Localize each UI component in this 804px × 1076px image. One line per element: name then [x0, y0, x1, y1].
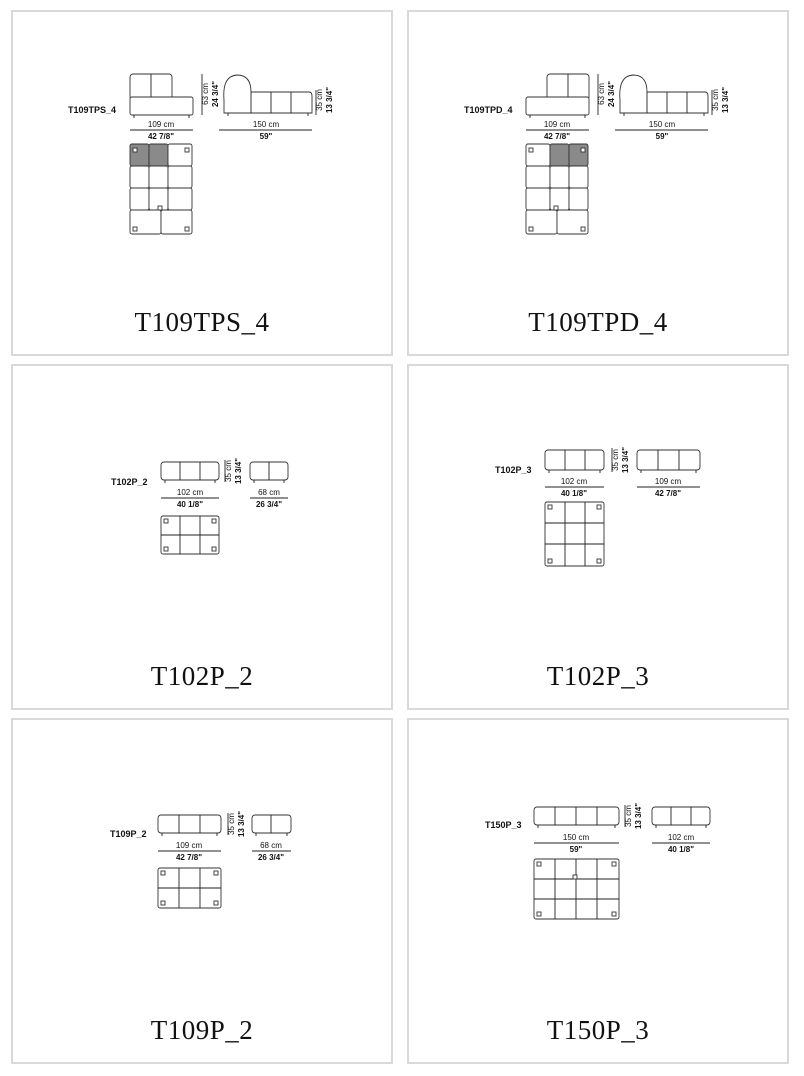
seat-height-cm: 35 cm [227, 813, 236, 835]
side-view [620, 75, 708, 116]
product-code: T150P_3 [485, 820, 522, 830]
front-dim-cm: 109 cm [147, 120, 175, 129]
back-height-in: 24 3/4" [607, 80, 616, 108]
side-view [637, 450, 700, 473]
technical-drawing [409, 720, 787, 1062]
product-caption: T109TPS_4 [134, 307, 270, 337]
front-dim-cm: 150 cm [562, 833, 590, 842]
back-height-cm: 63 cm [597, 83, 606, 105]
front-view [534, 807, 619, 828]
product-card[interactable] [11, 364, 393, 710]
plan-view [161, 516, 219, 554]
seat-height-cm: 35 cm [611, 449, 620, 471]
side-dim-cm: 102 cm [667, 833, 695, 842]
front-dim-in: 42 7/8" [175, 853, 203, 862]
side-dim-in: 42 7/8" [654, 489, 682, 498]
product-code: T109TPD_4 [464, 105, 513, 115]
seat-height-in: 13 3/4" [237, 810, 246, 838]
front-view [130, 74, 193, 118]
plan-view [158, 868, 221, 908]
side-dim-cm: 150 cm [252, 120, 280, 129]
seat-height-in: 13 3/4" [721, 86, 730, 114]
product-card[interactable] [11, 718, 393, 1064]
front-dim-cm: 109 cm [543, 120, 571, 129]
product-card[interactable] [11, 10, 393, 356]
side-dim-in: 26 3/4" [255, 500, 283, 509]
front-dim-cm: 109 cm [175, 841, 203, 850]
plan-view [534, 859, 619, 919]
product-card[interactable] [407, 364, 789, 710]
side-dim-cm: 68 cm [260, 841, 282, 850]
side-dim-in: 59" [655, 132, 669, 141]
product-caption: T102P_3 [546, 661, 650, 691]
product-caption: T150P_3 [546, 1015, 650, 1045]
side-dim-cm: 68 cm [258, 488, 280, 497]
seat-height-cm: 35 cm [624, 805, 633, 827]
seat-height-in: 13 3/4" [634, 802, 643, 830]
product-code: T102P_3 [495, 465, 532, 475]
back-height-in: 24 3/4" [211, 80, 220, 108]
product-card[interactable] [407, 10, 789, 356]
product-card[interactable] [407, 718, 789, 1064]
product-code: T109P_2 [110, 829, 147, 839]
technical-drawing [409, 366, 787, 708]
front-dim-cm: 102 cm [176, 488, 204, 497]
side-view [224, 75, 312, 116]
product-caption: T109P_2 [150, 1015, 254, 1045]
front-view [158, 815, 221, 836]
plan-view [526, 144, 588, 234]
seat-height-cm: 35 cm [711, 89, 720, 111]
front-dim-in: 59" [569, 845, 583, 854]
front-view [161, 462, 219, 483]
side-view [652, 807, 710, 828]
front-dim-in: 42 7/8" [147, 132, 175, 141]
product-caption: T109TPD_4 [528, 307, 668, 337]
front-view [545, 450, 604, 473]
side-dim-in: 40 1/8" [667, 845, 695, 854]
plan-view [130, 144, 192, 234]
product-code: T102P_2 [111, 477, 148, 487]
seat-height-cm: 35 cm [224, 460, 233, 482]
product-code: T109TPS_4 [68, 105, 117, 115]
back-height-cm: 63 cm [201, 83, 210, 105]
front-dim-in: 42 7/8" [543, 132, 571, 141]
front-view [526, 74, 589, 118]
side-view [252, 815, 291, 836]
seat-height-in: 13 3/4" [325, 86, 334, 114]
plan-view [545, 502, 604, 566]
side-dim-in: 59" [259, 132, 273, 141]
technical-drawing [409, 12, 787, 354]
side-dim-in: 26 3/4" [257, 853, 285, 862]
technical-drawing [13, 720, 391, 1062]
side-view [250, 462, 288, 483]
product-caption: T102P_2 [150, 661, 254, 691]
seat-height-cm: 35 cm [315, 89, 324, 111]
front-dim-in: 40 1/8" [176, 500, 204, 509]
side-dim-cm: 109 cm [654, 477, 682, 486]
technical-drawing [13, 366, 391, 708]
front-dim-in: 40 1/8" [560, 489, 588, 498]
seat-height-in: 13 3/4" [234, 457, 243, 485]
technical-drawing [13, 12, 391, 354]
side-dim-cm: 150 cm [648, 120, 676, 129]
front-dim-cm: 102 cm [560, 477, 588, 486]
seat-height-in: 13 3/4" [621, 446, 630, 474]
